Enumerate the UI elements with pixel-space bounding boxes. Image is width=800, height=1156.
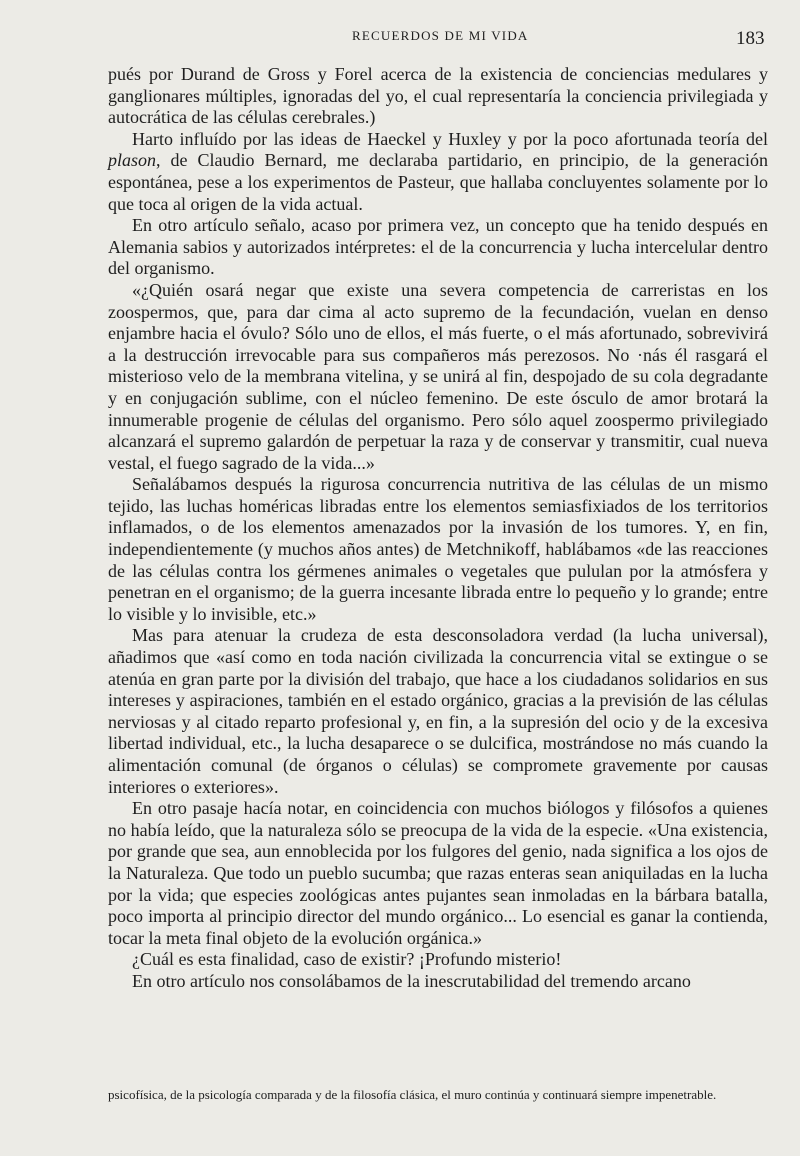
paragraph-5: Señalábamos después la rigurosa concurrencia nutritiva de las células de un mismo tejido, las luchas homéricas libradas entre los elementos semiasfixiados de los territorios inflamados, o de los elementos amenazados por la invasión de los tumores. Y, en fin, independientemente (y muchos años antes) de Metchnikoff, hablábamos «de las reacciones de las células contra los gérmenes animales o vegetales que pululan por la atmósfera y penetran en el organismo; de la guerra incesante librada entre lo pequeño y lo grande; entre lo visible y lo invisible, etc.»	[108, 474, 768, 624]
paragraph-6: Mas para atenuar la crudeza de esta desconsoladora verdad (la lucha universal), añadimos que «así como en toda nación civilizada la concurrencia vital se extingue o se atenúa en gran parte por la división del trabajo, que hace a los ciudadanos solidarios en sus intereses y aspiraciones, también en el estado orgánico, gracias a la previsión de las células nerviosas y al citado reparto profesional y, en fin, a la supresión del ocio y de la excesiva libertad individual, etc., la lucha desaparece o se dulcifica, mostrándose no más cuando la alimentación comunal (de órganos o células) se compromete gravemente por causas interiores o exteriores».	[108, 625, 768, 797]
paragraph-1: pués por Durand de Gross y Forel acerca de la existencia de conciencias medulares y ganglionares múltiples, ignoradas del yo, el cual representaría la conciencia privilegiada y autocrática de las células cerebrales.)	[108, 64, 768, 128]
body-text	[108, 64, 768, 993]
paragraph-2-part-2: , de Claudio Bernard, me declaraba partidario, en principio, de la generación espontánea, pese a los experimentos de Pasteur, que hallaba concluyentes solamente por lo que toca al origen de la vida actual.	[108, 150, 768, 214]
paragraph-2	[108, 129, 768, 215]
running-head-title: RECUERDOS DE MI VIDA	[352, 28, 529, 43]
paragraph-8: ¿Cuál es esta finalidad, caso de existir? ¡Profundo misterio!	[132, 949, 562, 970]
paragraph-9: En otro artículo nos consolábamos de la inescrutabilidad del tremendo arcano	[132, 970, 691, 991]
paragraph-4-quote: «¿Quién osará negar que existe una severa competencia de carreristas en los zoospermos, que, para dar cima al acto supremo de la fecundación, vuelan en denso enjambre hacia el óvulo? Sólo uno de ellos, el más fuerte, o el más afortunado, sobrevivirá a la destrucción irrevocable para sus compañeros más perezosos. No ·nás él rasgará el misterioso velo de la membrana vitelina, y se unirá al fin, despojado de su cola degradante y en conjugación sublime, con el núcleo femenino. De este ósculo de amor brotará la innumerable progenie de células del organismo. Pero sólo aquel zoospermo privilegiado alcanzará el supremo galardón de perpetuar la raza y de conservar y transmitir, cual nueva vestal, el fuego sagrado de la vida...»	[108, 279, 768, 473]
running-head	[0, 24, 800, 54]
paragraph-2-part-1: Harto influído por las ideas de Haeckel y Huxley y por la poco afortunada teoría del	[132, 128, 768, 149]
footnote: psicofísica, de la psicología comparada y de la filosofía clásica, el muro continúa y continuará siempre impenetrable.	[108, 1087, 717, 1102]
page-number: 183	[736, 28, 765, 49]
paragraph-3: En otro artículo señalo, acaso por primera vez, un concepto que ha tenido después en Alemania sabios y autorizados intérpretes: el de la concurrencia y lucha intercelular dentro del organismo.	[108, 215, 768, 279]
paragraph-7: En otro pasaje hacía notar, en coincidencia con muchos biólogos y filósofos a quienes no había leído, que la naturaleza sólo se preocupa de la vida de la especie. «Una existencia, por grande que sea, aun ennoblecida por los fulgores del genio, nada significa a los ojos de la Naturaleza. Que todo un pueblo sucumba; que razas enteras sean aniquiladas en la lucha por la vida; que especies zoológicas antes pujantes sean inmoladas en la bárbara batalla, poco importa al principio director del mundo orgánico... Lo esencial es ganar la contienda, tocar la meta final objeto de la evolución orgánica.»	[108, 798, 768, 948]
paragraph-2-italic-term: plason	[108, 150, 157, 171]
